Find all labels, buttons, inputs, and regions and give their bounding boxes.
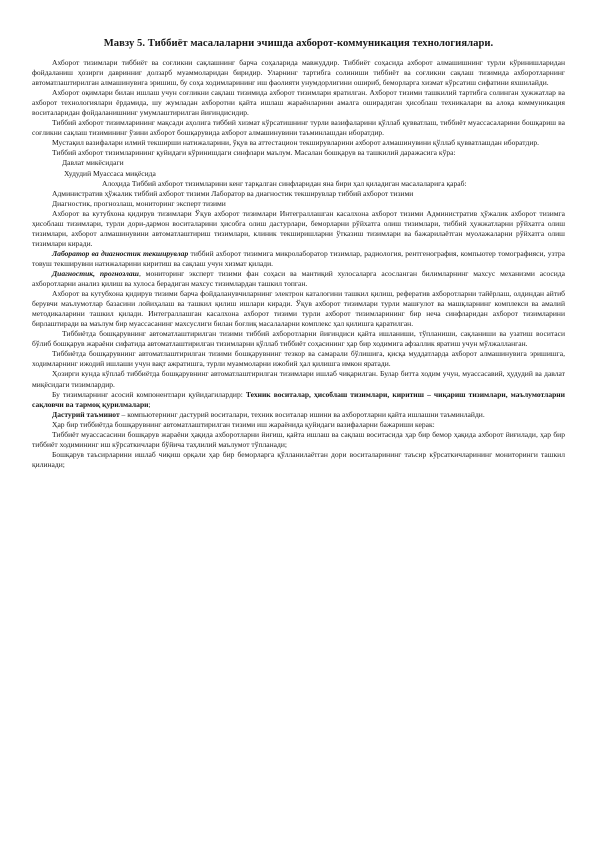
paragraph-text: Тиббий ахборот тизимларининг қуйидаги кўринишдаги синфлари маълум. Масалан бошқарув ва ташкилий даражасига кўра: — [52, 148, 456, 158]
emphasized-text: Диагностик, прогнозлаш — [52, 268, 139, 278]
paragraph — [32, 430, 565, 450]
emphasized-text: Техник воситалар, ҳисоблаш тизимлари, киритиш – чиқариш тизимлари, маълумотларни сақловчи ва тармоқ қурилмалари — [32, 389, 565, 409]
paragraph — [32, 199, 565, 209]
paragraph-text: Административ ҳўжалик тиббий ахборот тизими Лаборатор ва диагностик текширувлар тиббий ахборот тизими — [52, 188, 414, 198]
emphasized-text: Дастурий таъминот — [52, 409, 120, 419]
paragraph-text: Ахборот оқимлари билан ишлаш учун соғликни сақлаш тизимида ахборот тизимлари яратилган. Ахборот тизими ташкилий тартибга солинган ҳужжатлар ва ахборот технологиялари ёрдамида, шу жумладан ахборотни қайта ишлаш жараёнларини амалга оширадиган ҳисоблаш техникалари ва алоқа коммуникация воситаларидан фойдаланишнинг умумлаштирилган йиғиндисидир. — [32, 88, 565, 118]
paragraph-text: Бу тизимларнинг асосий компонентлари қуйидагилардир: — [52, 389, 246, 399]
page-title: Мавзу 5. Тиббиёт масалаларни эчишда ахборот-коммуникация технологиялари. — [103, 38, 494, 49]
document-body — [32, 58, 565, 470]
paragraph — [32, 138, 565, 148]
paragraph — [32, 369, 565, 389]
emphasized-text: Лаборатор ва диагностик текширувлар — [52, 248, 189, 258]
paragraph — [32, 189, 565, 199]
paragraph — [32, 329, 565, 349]
paragraph-text: Мустақил вазифалари илмий текширши натижаларини, ўқув ва аттестацион текширувларини ахборот алмашинувини қўллаб қувватлашдан иборатдир. — [52, 138, 540, 148]
paragraph — [32, 88, 565, 118]
paragraph — [32, 450, 565, 470]
paragraph-text: ; — [148, 399, 151, 409]
paragraph-text: Тиббий ахборот тизимларининг мақсади аҳолига тиббий хизмат кўрсатишнинг турли вазифаларини қўллаб қувватлаш, тиббиёт муассасаларини бошқариш ва соғликни сақлаш тизимининг ўзини ахборот бошқарувида ахборот алмашинувини таъминлашдан иборатдир. — [32, 118, 565, 138]
paragraph-text: Ахборот тизимлари тиббиёт ва соғликни сақлашнинг барча соҳаларида мавжуддир. Тиббиёт соҳасида ахборот алмашишнинг турли кўринишларидан фойдаланиш ҳозирги давринниг долзарб муаммоларидан биридир. Уларнинг тартибга солиниши тиббиёт ва соғликни сақлаш тизимида ахборотларнинг автоматлаштирилган алмашинувига эришиш, бу соҳа ходимларининг иш фаолияти унумдорлигини ошириб, беморларга хизмат кўрсатиш сифатини яхшилайди. — [32, 58, 565, 88]
paragraph-text: , мониторинг эксперт тизими фан соҳаси ва мантиқий хулосаларга асосланган билимларнинг махсус механизми асосида ахборотларни анализ қилиш ва хулоса берадиган махсус тизимлардан ташкил топган. — [32, 268, 565, 289]
paragraph-text: – компьютернинг дастурий воситалари, техник воситалар ишини ва ахборотларни қайта ишлашни таъминлайди. — [119, 409, 485, 419]
paragraph-text: Алоҳида Тиббий ахборот тизимларини кенг тарқалган синфларидан яна бири ҳал қиладиган масалаларига қараб: — [102, 178, 467, 188]
paragraph-text: Бошқарув таъсирларини ишлаб чиқиш орқали ҳар бир беморларга қўлланилаётган дори воситаларининг таъсир кўрсаткичларининг мониторинги ташкил қилинади; — [32, 449, 565, 469]
paragraph — [32, 179, 565, 189]
paragraph — [32, 390, 565, 410]
paragraph — [32, 58, 565, 88]
paragraph — [32, 169, 565, 179]
paragraph-text: тиббий ахборот тизимига микролаборатор тизимлар, радиология, рентгенография, компьютер томографияси, узтра товуш текширувни натижаларини киритиш ва сақлаш учун хизмат қилади. — [32, 248, 565, 268]
paragraph-text: Ахборот ва кутубхона қидирув тизимлари Ўқув ахборот тизимлари Интеграллашган касалхона ахборот тизими Административ ҳўжалик ахборот тизимга ҳисоблаш тизимлари, турли дори-дармон воситаларини ҳисобга олиш дастурлари, беморларни рўйхатга олиш тизимлари, тиббий ҳужжатларни рўйхатга олиш тизимлари, ахборот алмашинувини автоматлаштириш тизимлари, клиник текширишларни ўтказиш тизимлари ва бажарилаётган муолажаларни рўйхатга олиш тизимлари киради. — [32, 208, 565, 248]
paragraph — [32, 209, 565, 249]
paragraph-text: Ҳозирги кунда кўплаб тиббиётда бошқарувнинг автоматлаштирилган тизимлари ишлаб чиқарилган. Булар битта ходим учун, муассасавий, ҳудудий ва давлат миқёсидаги тизимлардир. — [32, 369, 565, 389]
paragraph — [32, 289, 565, 329]
paragraph-text: Тиббиётда бошқарувнинг автоматлаштирилган тизими бошқарувнинг тезкор ва самарали бўлишига, қисқа муддатларда ахборот алмашинувига эришишга, ходимларнинг ижодий ишлаши учун вақт ажратишга, турли муаммоларни ижобий ҳал қилишга имкон яратади. — [32, 349, 565, 369]
paragraph — [32, 420, 565, 430]
paragraph-text: Ахборот ва кутубхона қидирув тизими барча фойдаланувчиларнинг электрон каталогини ташкил қилиш, реферaтив ахборотларни тайёрлаш, олдиндан айтиб берувчи маълумотлар базасини лойиҳалаш ва ташкил қилиш ишлари киради. Ўқув ахборот тизимлари турли машғулот ва машқларнинг комплекси ва амалий методикаларини ташкил қилади. Интеграллашган касалхона ахборот тизими турли ахборот тизимларининг бир неча синфларидан ахборот тизимларини бирлаштиради ва маълум бир муассасанинг махсуслиги билан боғлиқ масалаларни комплекс ҳал қилишга қаратилган. — [32, 289, 565, 329]
paragraph — [32, 269, 565, 289]
paragraph-text: Худудий Муассаса миқёсида — [64, 168, 156, 178]
paragraph — [32, 118, 565, 138]
paragraph-text: Тиббиёт муассасасини бошқарув жараёни ҳақида ахборотларни йиғиш, қайта ишлаш ва сақлаш воситасида ҳар бир бемор ҳақида ахборот йиғилади, ҳар бир тиббиёт ходимининг иш кўрсаткичлари бўйича таҳлилий маълумот тўпланади; — [32, 429, 565, 449]
paragraph — [32, 148, 565, 158]
paragraph — [32, 349, 565, 369]
paragraph-text: Диагностик, прогнозлаш, мониторинг эксперт тизими — [52, 198, 226, 208]
paragraph — [32, 249, 565, 269]
paragraph — [32, 410, 565, 420]
paragraph — [32, 158, 565, 168]
paragraph-text: Ҳар бир тиббиётда бошқарувнинг автоматлаштирилган тизими иш жараёнида қуйидаги вазифаларни бажариши керак: — [52, 419, 435, 429]
paragraph-text: Тиббиётда бошқарувнинг автоматлаштирилган тизими тиббий ахборотларни йиғиндиси қайта ишланиши, тўпланиши, сақланиши ва узатиш воситаси бўлиб бошқарув жараёни сифатида автоматлаштирилган тизимларни қўллаб тиббиёт соҳасининг ҳар бир ходимига афзаллик яратиш учун мўлжалланган. — [32, 329, 565, 349]
paragraph-text: Давлат микёсидаги — [62, 158, 124, 168]
